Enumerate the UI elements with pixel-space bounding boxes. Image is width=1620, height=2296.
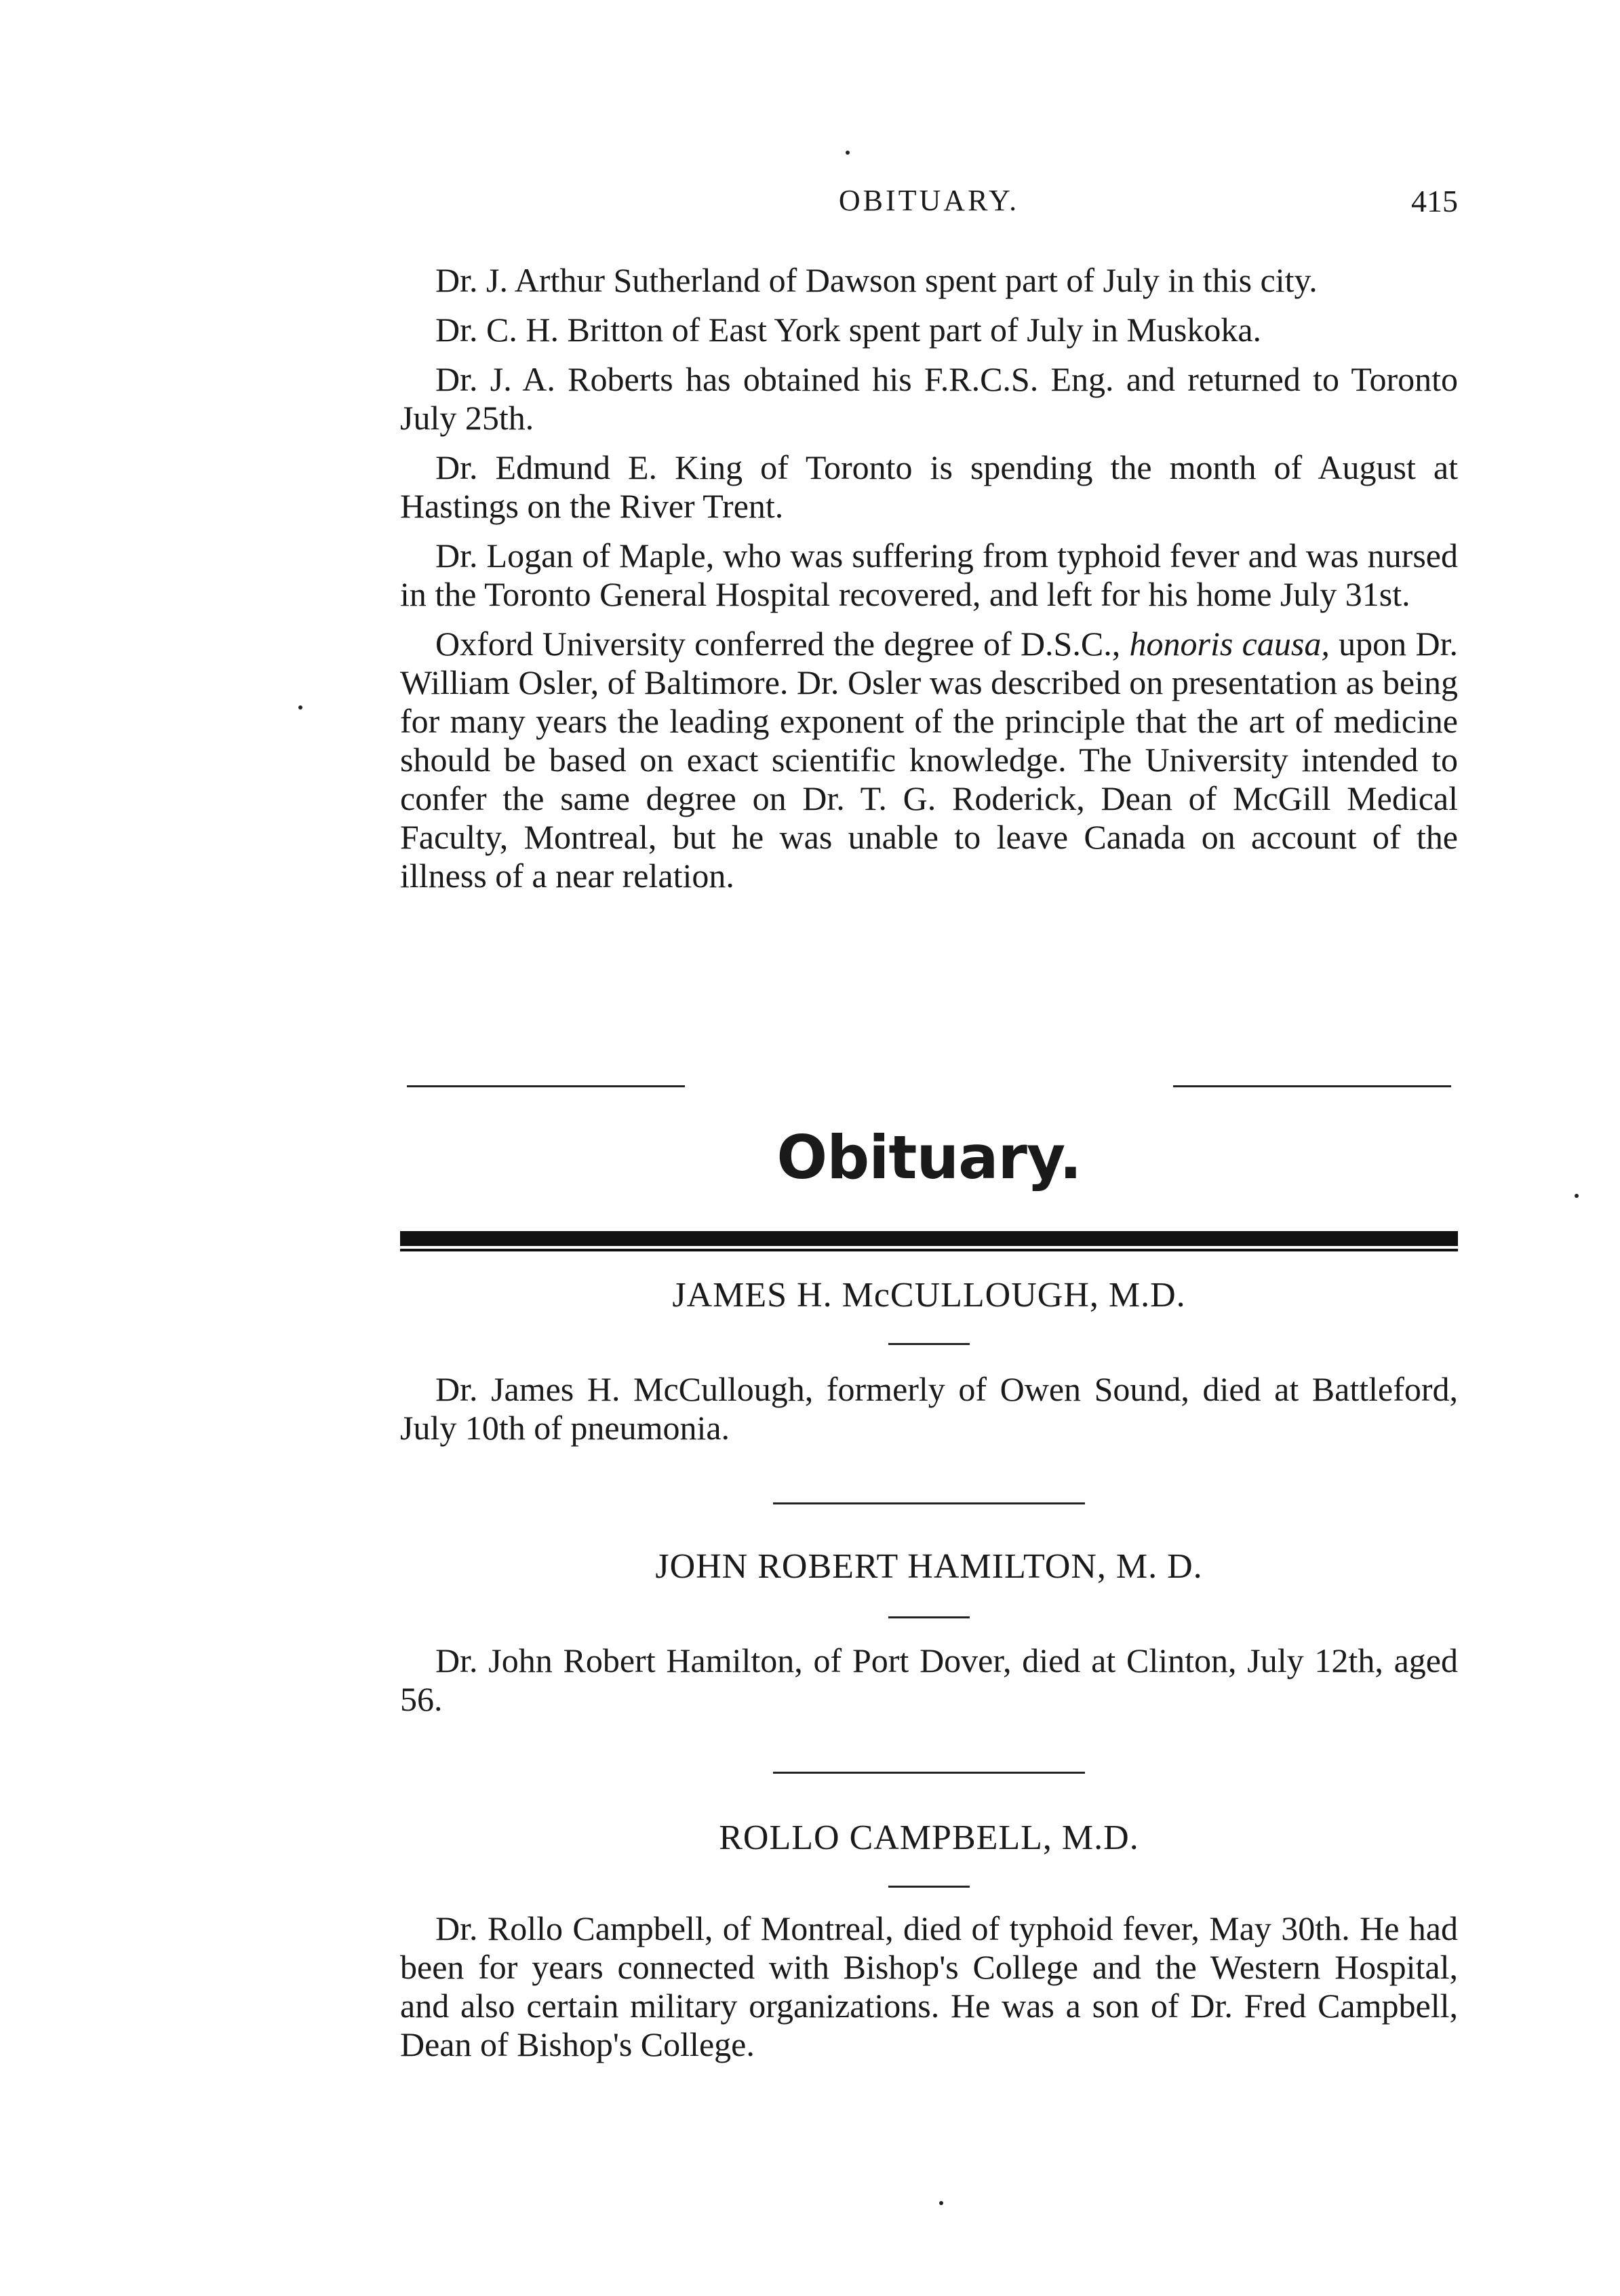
- speck: [846, 151, 850, 155]
- obituary-1-title-rule: [888, 1343, 970, 1345]
- news-item-roberts: Dr. J. A. Roberts has obtained his F.R.C.S. Eng. and returned to Toronto July 25th.: [400, 360, 1458, 437]
- speck: [939, 2201, 943, 2205]
- obituary-separator-2: [773, 1772, 1085, 1774]
- obituary-3-title-rule: [888, 1886, 970, 1888]
- divider-right: [1173, 1085, 1451, 1087]
- oxford-text-italic: honoris causa,: [1129, 625, 1330, 663]
- obituary-3-title: ROLLO CAMPBELL, M.D.: [719, 1818, 1139, 1857]
- heading-rule-thin: [400, 1249, 1458, 1251]
- running-head: [400, 183, 1458, 231]
- obituary-2-text: Dr. John Robert Hamilton, of Port Dover, died at Clinton, July 12th, aged 56.: [400, 1641, 1458, 1718]
- news-item-britton: Dr. C. H. Britton of East York spent part of July in Muskoka.: [435, 311, 1262, 349]
- obituary-2-title: JOHN ROBERT HAMILTON, M. D.: [655, 1547, 1203, 1586]
- news-item-oxford: [400, 625, 1458, 895]
- page-number: 415: [1411, 184, 1458, 218]
- obituary-separator-1: [773, 1502, 1085, 1504]
- divider-left: [407, 1085, 685, 1087]
- obituary-2-title-rule: [888, 1616, 970, 1618]
- speck: [298, 705, 302, 709]
- news-item-logan: Dr. Logan of Maple, who was suffering from typhoid fever and was nursed in the Toronto General Hospital recovered, and left for his home July 31st.: [400, 537, 1458, 613]
- obituary-3-text: Dr. Rollo Campbell, of Montreal, died of typhoid fever, May 30th. He had been for years connected with Bishop's College and the Western Hospital, and also certain military organizations. He was a son of Dr. Fred Campbell, Dean of Bishop's College.: [400, 1909, 1458, 2063]
- obituary-1-title: JAMES H. McCULLOUGH, M.D.: [672, 1276, 1186, 1315]
- obituary-1-text: Dr. James H. McCullough, formerly of Owen Sound, died at Battleford, July 10th of pneumonia.: [400, 1370, 1458, 1447]
- speck: [1575, 1194, 1579, 1198]
- oxford-text-before: Oxford University conferred the degree of D.S.C.,: [435, 625, 1130, 663]
- heading-rule-thick: [400, 1231, 1458, 1246]
- news-section: [400, 261, 1458, 906]
- news-item-sutherland: Dr. J. Arthur Sutherland of Dawson spent part of July in this city.: [435, 261, 1318, 299]
- oxford-text-after: upon Dr. William Osler, of Baltimore. Dr. Osler was described on presentation as being for many years the leading exponent of the principle that the art of medicine should be based on exact scientific knowledge. The University intended to confer the same degree on Dr. T. G. Roderick, Dean of McGill Medical Faculty, Montreal, but he was unable to leave Canada on account of the illness of a near relation.: [400, 625, 1458, 895]
- running-head-title: OBITUARY.: [838, 184, 1020, 217]
- news-item-king: Dr. Edmund E. King of Toronto is spending the month of August at Hastings on the River Trent.: [400, 448, 1458, 525]
- section-heading: Obituary.: [776, 1123, 1082, 1192]
